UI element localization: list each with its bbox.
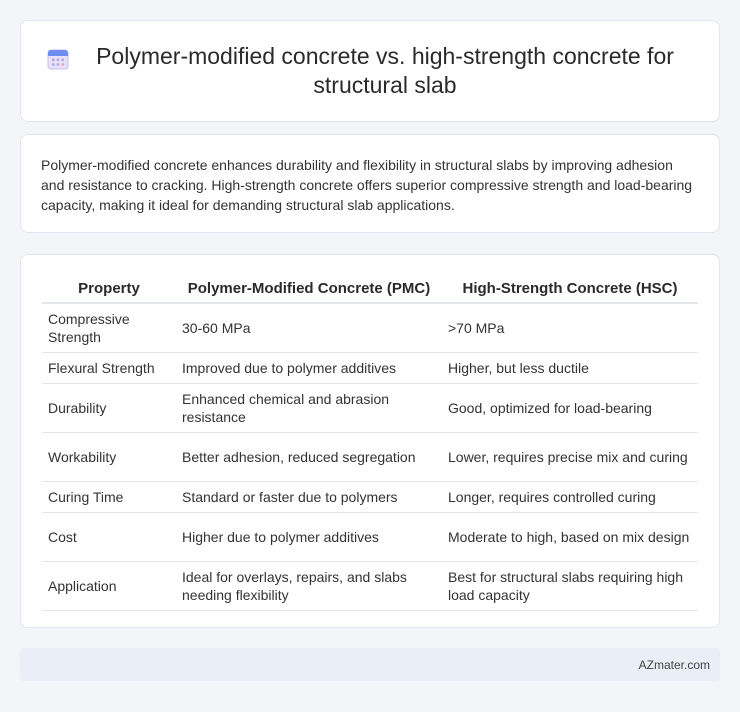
- cell-pmc: Improved due to polymer additives: [176, 352, 442, 383]
- header-property: Property: [42, 275, 176, 303]
- cell-hsc: Best for structural slabs requiring high load capacity: [442, 561, 698, 610]
- table-row: [42, 303, 698, 352]
- comparison-card: [20, 254, 720, 628]
- cell-property: Compressive Strength: [42, 303, 176, 352]
- calendar-icon: [47, 48, 69, 70]
- cell-pmc: Ideal for overlays, repairs, and slabs needing flexibility: [176, 561, 442, 610]
- summary-text: Polymer-modified concrete enhances durability and flexibility in structural slabs by improving adhesion and resistance to cracking. High-strength concrete offers superior compressive strength and load-bearing capacity, making it ideal for demanding structural slab applications.: [41, 157, 693, 213]
- table-row: [42, 432, 698, 481]
- cell-hsc: Good, optimized for load-bearing: [442, 383, 698, 432]
- header-hsc: High-Strength Concrete (HSC): [442, 275, 698, 303]
- table-row: [42, 512, 698, 561]
- cell-hsc: Moderate to high, based on mix design: [442, 512, 698, 561]
- table-row: [42, 383, 698, 432]
- table-row: [42, 481, 698, 512]
- cell-pmc: Standard or faster due to polymers: [176, 481, 442, 512]
- comparison-table: [42, 275, 698, 611]
- cell-hsc: Lower, requires precise mix and curing: [442, 432, 698, 481]
- cell-property: Durability: [42, 383, 176, 432]
- footer: [20, 648, 720, 681]
- table-row: [42, 352, 698, 383]
- cell-pmc: Higher due to polymer additives: [176, 512, 442, 561]
- cell-hsc: Higher, but less ductile: [442, 352, 698, 383]
- header-pmc: Polymer-Modified Concrete (PMC): [176, 275, 442, 303]
- cell-hsc: >70 MPa: [442, 303, 698, 352]
- cell-pmc: Enhanced chemical and abrasion resistance: [176, 383, 442, 432]
- cell-property: Cost: [42, 512, 176, 561]
- page-title: Polymer-modified concrete vs. high-strength concrete for structural slab: [96, 43, 674, 98]
- cell-property: Curing Time: [42, 481, 176, 512]
- summary-card: [20, 134, 720, 233]
- cell-property: Workability: [42, 432, 176, 481]
- footer-site: AZmater.com: [638, 657, 710, 672]
- cell-pmc: 30-60 MPa: [176, 303, 442, 352]
- cell-pmc: Better adhesion, reduced segregation: [176, 432, 442, 481]
- title-card: [20, 20, 720, 122]
- cell-hsc: Longer, requires controlled curing: [442, 481, 698, 512]
- cell-property: Flexural Strength: [42, 352, 176, 383]
- table-row: [42, 561, 698, 610]
- cell-property: Application: [42, 561, 176, 610]
- table-header-row: [42, 275, 698, 303]
